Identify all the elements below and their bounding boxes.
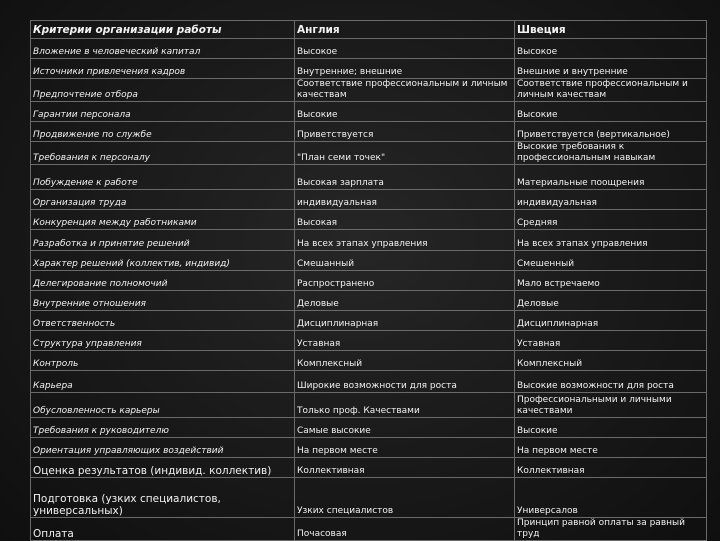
- england-cell: Самые высокие: [295, 418, 515, 438]
- table-row: [31, 230, 707, 251]
- sweden-cell: Приветствуется (вертикальное): [515, 122, 707, 142]
- sweden-cell: Универсалов: [515, 478, 707, 518]
- criterion-cell: Структура управления: [31, 331, 295, 351]
- criterion-cell: Ответственность: [31, 311, 295, 331]
- england-cell: Только проф. Качествами: [295, 393, 515, 418]
- sweden-cell: индивидуальная: [515, 190, 707, 210]
- sweden-cell: Материальные поощрения: [515, 165, 707, 190]
- table-row: [31, 371, 707, 393]
- criterion-cell: Вложение в человеческий капитал: [31, 39, 295, 59]
- sweden-cell: На первом месте: [515, 438, 707, 458]
- criterion-cell: Оплата: [31, 518, 295, 541]
- criterion-cell: Источники привлечения кадров: [31, 59, 295, 79]
- header-cell: Швеция: [515, 21, 707, 39]
- sweden-cell: Деловые: [515, 291, 707, 311]
- sweden-cell: Соответствие профессиональным и личным качествам: [515, 79, 707, 102]
- england-cell: Коллективная: [295, 458, 515, 478]
- header-cell: Англия: [295, 21, 515, 39]
- england-cell: Приветствуется: [295, 122, 515, 142]
- sweden-cell: На всех этапах управления: [515, 230, 707, 251]
- table-row: [31, 438, 707, 458]
- england-cell: Высокие: [295, 102, 515, 122]
- criterion-cell: Делегирование полномочий: [31, 271, 295, 291]
- criterion-cell: Побуждение к работе: [31, 165, 295, 190]
- criterion-cell: Оценка результатов (индивид. коллектив): [31, 458, 295, 478]
- criterion-cell: Требования к руководителю: [31, 418, 295, 438]
- table-row: [31, 39, 707, 59]
- england-cell: Широкие возможности для роста: [295, 371, 515, 393]
- england-cell: "План семи точек": [295, 142, 515, 165]
- sweden-cell: Мало встречаемо: [515, 271, 707, 291]
- england-cell: Деловые: [295, 291, 515, 311]
- criterion-cell: Продвижение по службе: [31, 122, 295, 142]
- table-row: [31, 311, 707, 331]
- table-row: [31, 59, 707, 79]
- sweden-cell: Уставная: [515, 331, 707, 351]
- england-cell: Внутренние; внешние: [295, 59, 515, 79]
- table-row: [31, 142, 707, 165]
- header-cell: Критерии организации работы: [31, 21, 295, 39]
- sweden-cell: Дисциплинарная: [515, 311, 707, 331]
- table-row: [31, 291, 707, 311]
- sweden-cell: Принцип равной оплаты за равный труд: [515, 518, 707, 541]
- sweden-cell: Высокие требования к профессиональным навыкам: [515, 142, 707, 165]
- sweden-cell: Комплексный: [515, 351, 707, 371]
- table-row: [31, 393, 707, 418]
- table-row: [31, 165, 707, 190]
- sweden-cell: Высокие: [515, 418, 707, 438]
- england-cell: Соответствие профессиональным и личным качествам: [295, 79, 515, 102]
- sweden-cell: Профессиональными и личными качествами: [515, 393, 707, 418]
- england-cell: Уставная: [295, 331, 515, 351]
- table-row: [31, 458, 707, 478]
- criterion-cell: Предпочтение отбора: [31, 79, 295, 102]
- criterion-cell: Требования к персоналу: [31, 142, 295, 165]
- sweden-cell: Высокие возможности для роста: [515, 371, 707, 393]
- england-cell: Высокая зарплата: [295, 165, 515, 190]
- criterion-cell: Контроль: [31, 351, 295, 371]
- criterion-cell: Подготовка (узких специалистов, универсальных): [31, 478, 295, 518]
- table-row: [31, 210, 707, 230]
- england-cell: Комплексный: [295, 351, 515, 371]
- england-cell: Распространено: [295, 271, 515, 291]
- criterion-cell: Карьера: [31, 371, 295, 393]
- table-row: [31, 418, 707, 438]
- england-cell: На всех этапах управления: [295, 230, 515, 251]
- criterion-cell: Конкуренция между работниками: [31, 210, 295, 230]
- england-cell: На первом месте: [295, 438, 515, 458]
- table-row: [31, 478, 707, 518]
- sweden-cell: Средняя: [515, 210, 707, 230]
- sweden-cell: Смешенный: [515, 251, 707, 271]
- table-row: [31, 79, 707, 102]
- criterion-cell: Ориентация управляющих воздействий: [31, 438, 295, 458]
- criterion-cell: Организация труда: [31, 190, 295, 210]
- table-row: [31, 102, 707, 122]
- england-cell: Узких специалистов: [295, 478, 515, 518]
- table-row: [31, 122, 707, 142]
- table-row: [31, 351, 707, 371]
- table-row: [31, 271, 707, 291]
- criterion-cell: Характер решений (коллектив, индивид): [31, 251, 295, 271]
- criterion-cell: Гарантии персонала: [31, 102, 295, 122]
- sweden-cell: Высокое: [515, 39, 707, 59]
- england-cell: Высокое: [295, 39, 515, 59]
- criterion-cell: Разработка и принятие решений: [31, 230, 295, 251]
- england-cell: Смешанный: [295, 251, 515, 271]
- sweden-cell: Коллективная: [515, 458, 707, 478]
- criterion-cell: Внутренние отношения: [31, 291, 295, 311]
- sweden-cell: Высокие: [515, 102, 707, 122]
- table-row: [31, 190, 707, 210]
- criterion-cell: Обусловленность карьеры: [31, 393, 295, 418]
- table-row: [31, 251, 707, 271]
- england-cell: Дисциплинарная: [295, 311, 515, 331]
- criteria-comparison-table: [30, 20, 707, 541]
- england-cell: Высокая: [295, 210, 515, 230]
- england-cell: Почасовая: [295, 518, 515, 541]
- england-cell: индивидуальная: [295, 190, 515, 210]
- table-row: [31, 331, 707, 351]
- table-row: [31, 518, 707, 541]
- sweden-cell: Внешние и внутренние: [515, 59, 707, 79]
- table-header-row: [31, 21, 707, 39]
